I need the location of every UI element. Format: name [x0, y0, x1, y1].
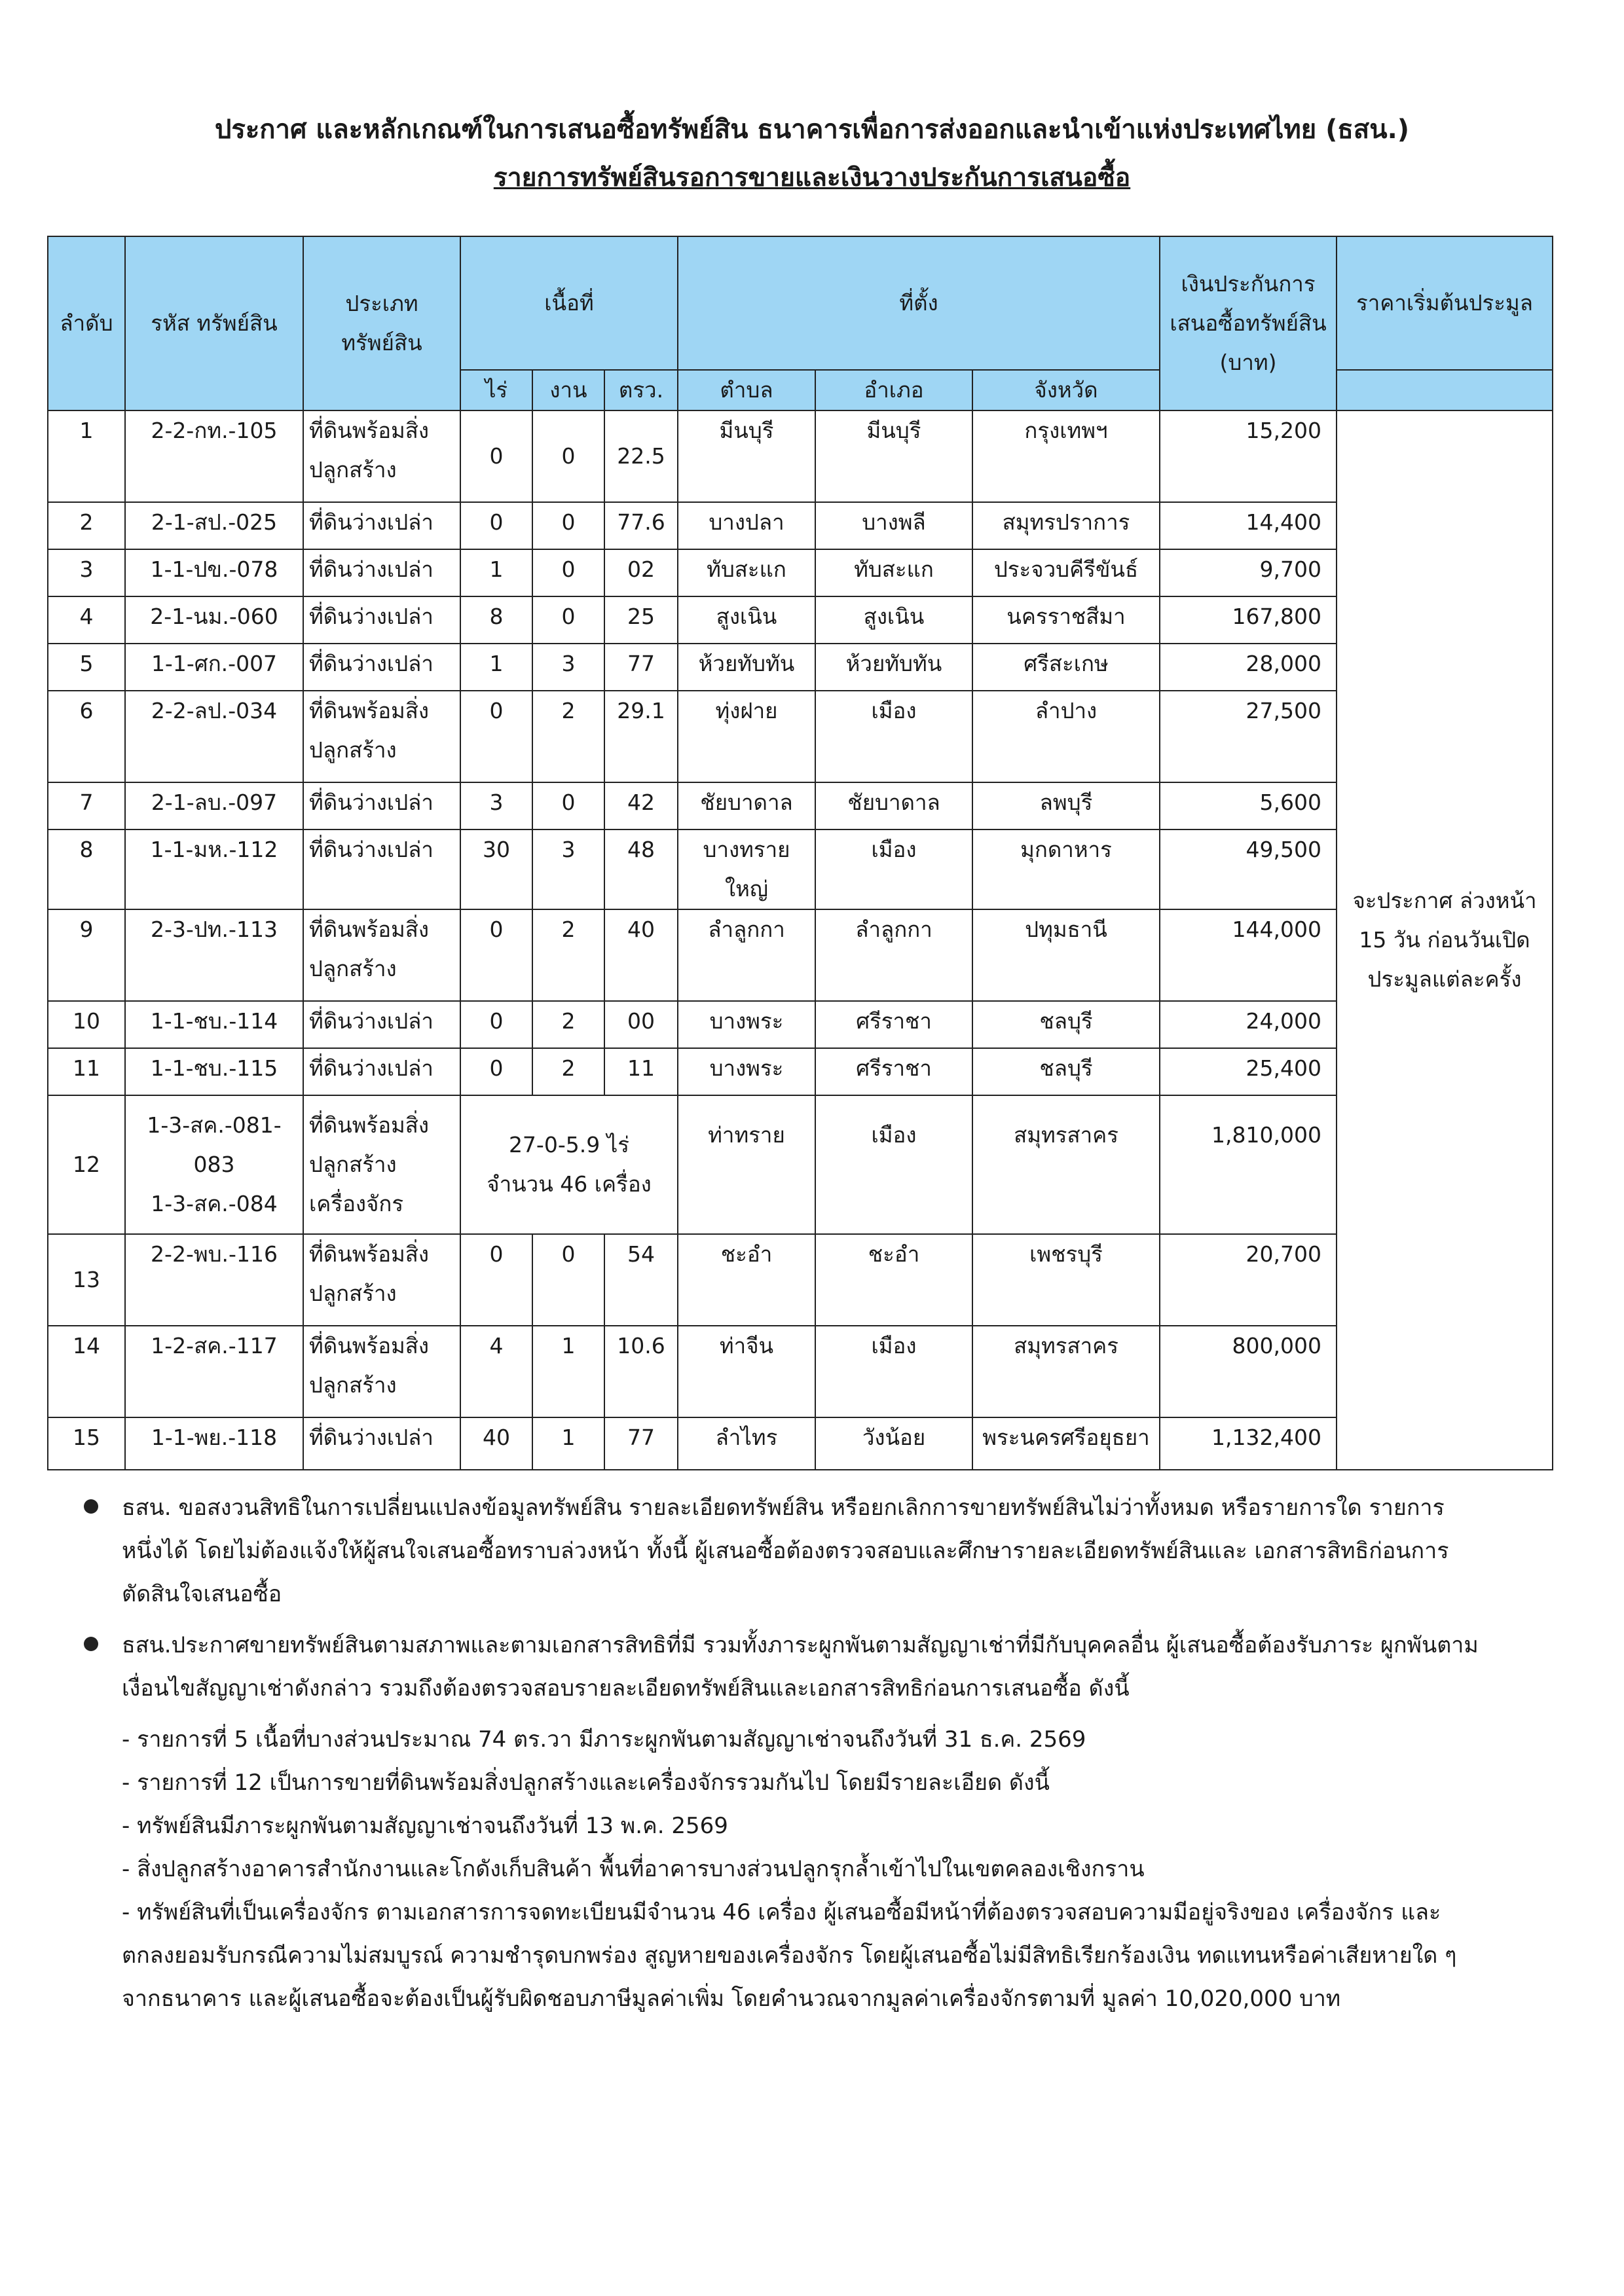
cell-type: ที่ดินพร้อมสิ่ง ปลูกสร้าง	[303, 410, 460, 502]
header-code: รหัส ทรัพย์สิน	[125, 236, 303, 410]
cell-code-line: 1-3-สค.-081-083	[147, 1112, 282, 1177]
cell-type: ที่ดินว่างเปล่า	[303, 1001, 460, 1048]
cell-subdistrict: ท่าจีน	[678, 1326, 815, 1417]
cell-code: 1-1-ศก.-007	[125, 644, 303, 691]
note-sub-item: - ทรัพย์สินมีภาระผูกพันตามสัญญาเช่าจนถึงวันที่ 13 พ.ค. 2569	[122, 1813, 728, 1839]
notes-section	[84, 1486, 1479, 2020]
table-row	[48, 1095, 1553, 1234]
header-start-price: ราคาเริ่มต้นประมูล	[1337, 236, 1553, 370]
cell-sqwa: 25	[604, 596, 678, 644]
bullet-icon	[84, 1499, 98, 1514]
cell-district: ศรีราชา	[815, 1048, 972, 1095]
table-row	[48, 644, 1553, 691]
cell-ngan: 3	[532, 829, 604, 909]
cell-type-line: ที่ดินพร้อมสิ่ง	[309, 1112, 430, 1138]
cell-no: 7	[48, 782, 125, 829]
cell-subdistrict: บางปลา	[678, 502, 815, 549]
cell-sqwa: 54	[604, 1234, 678, 1326]
cell-code: 1-2-สค.-117	[125, 1326, 303, 1417]
cell-type: ที่ดินพร้อมสิ่ง ปลูกสร้าง	[303, 1326, 460, 1417]
cell-rai: 1	[460, 644, 532, 691]
cell-no: 5	[48, 644, 125, 691]
cell-province: สมุทรสาคร	[972, 1326, 1160, 1417]
header-no: ลำดับ	[48, 236, 125, 410]
cell-type: ที่ดินว่างเปล่า	[303, 596, 460, 644]
table-row	[48, 1048, 1553, 1095]
cell-type: ที่ดินว่างเปล่า	[303, 1048, 460, 1095]
cell-province: เพชรบุรี	[972, 1234, 1160, 1326]
cell-district: เมือง	[815, 1326, 972, 1417]
cell-code	[125, 1095, 303, 1234]
cell-subdistrict: ทับสะแก	[678, 549, 815, 596]
table-row	[48, 549, 1553, 596]
cell-deposit: 25,400	[1160, 1048, 1337, 1095]
cell-type: ที่ดินว่างเปล่า	[303, 502, 460, 549]
cell-code: 1-1-ชบ.-115	[125, 1048, 303, 1095]
table-row	[48, 909, 1553, 1001]
cell-rai: 30	[460, 829, 532, 909]
table-row	[48, 1234, 1553, 1326]
cell-rai: 0	[460, 502, 532, 549]
cell-ngan: 1	[532, 1326, 604, 1417]
cell-sqwa: 22.5	[604, 410, 678, 502]
cell-district: ชัยบาดาล	[815, 782, 972, 829]
table-row	[48, 410, 1553, 502]
cell-no: 6	[48, 691, 125, 782]
cell-district: ห้วยทับทัน	[815, 644, 972, 691]
cell-subdistrict: บางพระ	[678, 1048, 815, 1095]
table-row	[48, 596, 1553, 644]
cell-rai: 0	[460, 909, 532, 1001]
cell-district: สูงเนิน	[815, 596, 972, 644]
cell-type: ที่ดินว่างเปล่า	[303, 782, 460, 829]
cell-ngan: 0	[532, 1234, 604, 1326]
cell-ngan: 3	[532, 644, 604, 691]
cell-sqwa: 77.6	[604, 502, 678, 549]
cell-type-line: เครื่องจักร	[309, 1191, 404, 1216]
cell-no: 3	[48, 549, 125, 596]
table-row	[48, 691, 1553, 782]
cell-district: เมือง	[815, 1095, 972, 1234]
cell-code: 2-1-สป.-025	[125, 502, 303, 549]
cell-subdistrict: มีนบุรี	[678, 410, 815, 502]
cell-type: ที่ดินว่างเปล่า	[303, 1417, 460, 1470]
cell-code: 2-2-กท.-105	[125, 410, 303, 502]
cell-rai: 8	[460, 596, 532, 644]
cell-district: ลำลูกกา	[815, 909, 972, 1001]
cell-deposit: 27,500	[1160, 691, 1337, 782]
header-ngan: งาน	[532, 370, 604, 410]
header-subdistrict: ตำบล	[678, 370, 815, 410]
cell-rai: 0	[460, 1234, 532, 1326]
cell-area-combined	[460, 1095, 678, 1234]
cell-sqwa: 00	[604, 1001, 678, 1048]
cell-province: ปทุมธานี	[972, 909, 1160, 1001]
table-row	[48, 1001, 1553, 1048]
note-sub-item: - รายการที่ 12 เป็นการขายที่ดินพร้อมสิ่งปลูกสร้างและเครื่องจักรรวมกันไป โดยมีรายละเอียด ดังนี้	[122, 1770, 1050, 1796]
cell-rai: 3	[460, 782, 532, 829]
cell-type: ที่ดินพร้อมสิ่ง ปลูกสร้าง	[303, 1234, 460, 1326]
cell-deposit: 167,800	[1160, 596, 1337, 644]
cell-ngan: 2	[532, 909, 604, 1001]
cell-subdistrict: ท่าทราย	[678, 1095, 815, 1234]
cell-no: 10	[48, 1001, 125, 1048]
cell-no: 14	[48, 1326, 125, 1417]
cell-sqwa: 77	[604, 1417, 678, 1470]
note-sub-item: - รายการที่ 5 เนื้อที่บางส่วนประมาณ 74 ตร.วา มีภาระผูกพันตามสัญญาเช่าจนถึงวันที่ 31 ธ.ค. 2569	[122, 1726, 1086, 1753]
cell-rai: 40	[460, 1417, 532, 1470]
cell-rai: 0	[460, 410, 532, 502]
cell-type: ที่ดินพร้อมสิ่ง ปลูกสร้าง	[303, 909, 460, 1001]
cell-no: 4	[48, 596, 125, 644]
cell-rai: 1	[460, 549, 532, 596]
cell-no: 1	[48, 410, 125, 502]
cell-province: ชลบุรี	[972, 1001, 1160, 1048]
header-area: เนื้อที่	[460, 236, 678, 370]
table-row	[48, 1417, 1553, 1470]
cell-deposit: 15,200	[1160, 410, 1337, 502]
cell-deposit: 1,810,000	[1160, 1095, 1337, 1234]
cell-no: 8	[48, 829, 125, 909]
cell-province: ประจวบคีรีขันธ์	[972, 549, 1160, 596]
table-row	[48, 1326, 1553, 1417]
cell-area-line: 27-0-5.9 ไร่	[508, 1132, 630, 1157]
cell-ngan: 0	[532, 410, 604, 502]
cell-subdistrict: ทุ่งฝาย	[678, 691, 815, 782]
header-type: ประเภท ทรัพย์สิน	[303, 236, 460, 410]
cell-subdistrict: ลำลูกกา	[678, 909, 815, 1001]
cell-rai: 0	[460, 691, 532, 782]
cell-district: ชะอำ	[815, 1234, 972, 1326]
cell-code: 2-1-นม.-060	[125, 596, 303, 644]
header-sqwa: ตรว.	[604, 370, 678, 410]
cell-code: 2-3-ปท.-113	[125, 909, 303, 1001]
cell-deposit: 5,600	[1160, 782, 1337, 829]
cell-type: ที่ดินว่างเปล่า	[303, 549, 460, 596]
cell-deposit: 24,000	[1160, 1001, 1337, 1048]
cell-province: ลำปาง	[972, 691, 1160, 782]
table-row	[48, 829, 1553, 909]
cell-no: 15	[48, 1417, 125, 1470]
cell-type	[303, 1095, 460, 1234]
cell-no: 2	[48, 502, 125, 549]
cell-sqwa: 77	[604, 644, 678, 691]
cell-province: สมุทรปราการ	[972, 502, 1160, 549]
header-district: อำเภอ	[815, 370, 972, 410]
cell-province: กรุงเทพฯ	[972, 410, 1160, 502]
table-row	[48, 782, 1553, 829]
cell-deposit: 800,000	[1160, 1326, 1337, 1417]
note-item	[84, 1624, 1479, 1710]
cell-deposit: 144,000	[1160, 909, 1337, 1001]
table-row	[48, 502, 1553, 549]
bullet-icon	[84, 1637, 98, 1651]
cell-code: 2-2-ลป.-034	[125, 691, 303, 782]
header-province: จังหวัด	[972, 370, 1160, 410]
cell-no: 12	[48, 1095, 125, 1234]
cell-ngan: 1	[532, 1417, 604, 1470]
cell-province: สมุทรสาคร	[972, 1095, 1160, 1234]
cell-ngan: 0	[532, 502, 604, 549]
cell-subdistrict: บางพระ	[678, 1001, 815, 1048]
cell-ngan: 0	[532, 596, 604, 644]
page-title: ประกาศ และหลักเกณฑ์ในการเสนอซื้อทรัพย์สิน ธนาคารเพื่อการส่งออกและนำเข้าแห่งประเทศไทย (ธสน.)	[214, 115, 1410, 145]
cell-code: 1-1-ปข.-078	[125, 549, 303, 596]
cell-subdistrict: ชัยบาดาล	[678, 782, 815, 829]
cell-deposit: 9,700	[1160, 549, 1337, 596]
cell-province: ชลบุรี	[972, 1048, 1160, 1095]
cell-subdistrict: สูงเนิน	[678, 596, 815, 644]
cell-no: 13	[48, 1234, 125, 1326]
cell-type: ที่ดินว่างเปล่า	[303, 644, 460, 691]
cell-deposit: 14,400	[1160, 502, 1337, 549]
cell-province: มุกดาหาร	[972, 829, 1160, 909]
cell-deposit: 20,700	[1160, 1234, 1337, 1326]
cell-ngan: 0	[532, 549, 604, 596]
assets-table	[47, 236, 1553, 1470]
cell-sqwa: 11	[604, 1048, 678, 1095]
note-text: ธสน. ขอสงวนสิทธิในการเปลี่ยนแปลงข้อมูลทรัพย์สิน รายละเอียดทรัพย์สิน หรือยกเลิกการขายทรัพย์สินไม่ว่าทั้งหมด หรือรายการใด รายการหนึ่งได้ โดยไม่ต้องแจ้งให้ผู้สนใจเสนอซื้อทราบล่วงหน้า ทั้งนี้ ผู้เสนอซื้อต้องตรวจสอบและศึกษารายละเอียดทรัพย์สินและ เอกสารสิทธิก่อนการตัดสินใจเสนอซื้อ	[122, 1495, 1449, 1607]
cell-district: ทับสะแก	[815, 549, 972, 596]
header-rai: ไร่	[460, 370, 532, 410]
cell-area-line: จำนวน 46 เครื่อง	[487, 1171, 652, 1197]
cell-code: 1-1-มห.-112	[125, 829, 303, 909]
cell-subdistrict: ห้วยทับทัน	[678, 644, 815, 691]
cell-province: นครราชสีมา	[972, 596, 1160, 644]
cell-deposit: 28,000	[1160, 644, 1337, 691]
cell-province: ลพบุรี	[972, 782, 1160, 829]
cell-no: 11	[48, 1048, 125, 1095]
cell-district: มีนบุรี	[815, 410, 972, 502]
cell-no: 9	[48, 909, 125, 1001]
cell-code: 1-1-พย.-118	[125, 1417, 303, 1470]
cell-sqwa: 40	[604, 909, 678, 1001]
cell-rai: 4	[460, 1326, 532, 1417]
page-subtitle: รายการทรัพย์สินรอการขายและเงินวางประกันการเสนอซื้อ	[493, 163, 1131, 192]
cell-sqwa: 10.6	[604, 1326, 678, 1417]
note-sub-item: - สิ่งปลูกสร้างอาคารสำนักงานและโกดังเก็บสินค้า พื้นที่อาคารบางส่วนปลูกรุกล้ำเข้าไปในเขตคลองเชิงกราน	[122, 1856, 1145, 1882]
cell-type: ที่ดินว่างเปล่า	[303, 829, 460, 909]
cell-code: 2-2-พบ.-116	[125, 1234, 303, 1326]
cell-sqwa: 02	[604, 549, 678, 596]
cell-subdistrict: บางทรายใหญ่	[678, 829, 815, 909]
cell-district: เมือง	[815, 691, 972, 782]
cell-rai: 0	[460, 1048, 532, 1095]
note-text: ธสน.ประกาศขายทรัพย์สินตามสภาพและตามเอกสารสิทธิที่มี รวมทั้งภาระผูกพันตามสัญญาเช่าที่มีกับบุคคลอื่น ผู้เสนอซื้อต้องรับภาระ ผูกพันตามเงื่อนไขสัญญาเช่าดังกล่าว รวมถึงต้องตรวจสอบรายละเอียดทรัพย์สินและเอกสารสิทธิก่อนการเสนอซื้อ ดังนี้	[122, 1632, 1479, 1702]
cell-sqwa: 29.1	[604, 691, 678, 782]
cell-subdistrict: ชะอำ	[678, 1234, 815, 1326]
cell-deposit: 1,132,400	[1160, 1417, 1337, 1470]
cell-district: บางพลี	[815, 502, 972, 549]
header-deposit: เงินประกันการ เสนอซื้อทรัพย์สิน (บาท)	[1160, 236, 1337, 410]
cell-district: เมือง	[815, 829, 972, 909]
cell-deposit: 49,500	[1160, 829, 1337, 909]
cell-ngan: 2	[532, 691, 604, 782]
cell-sqwa: 42	[604, 782, 678, 829]
cell-province: ศรีสะเกษ	[972, 644, 1160, 691]
cell-rai: 0	[460, 1001, 532, 1048]
cell-district: ศรีราชา	[815, 1001, 972, 1048]
header-start-price-blank	[1337, 370, 1553, 410]
cell-ngan: 0	[532, 782, 604, 829]
cell-code-line: 1-3-สค.-084	[151, 1191, 278, 1216]
cell-type: ที่ดินพร้อมสิ่ง ปลูกสร้าง	[303, 691, 460, 782]
note-item	[84, 1486, 1479, 1616]
note-sub-item: - ทรัพย์สินที่เป็นเครื่องจักร ตามเอกสารการจดทะเบียนมีจำนวน 46 เครื่อง ผู้เสนอซื้อมีหน้าที่ต้องตรวจสอบความมีอยู่จริงของ เครื่องจักร และตกลงยอมรับกรณีความไม่สมบูรณ์ ความชำรุดบกพร่อง สูญหายของเครื่องจักร โดยผู้เสนอซื้อไม่มีสิทธิเรียกร้องเงิน ทดแทนหรือค่าเสียหายใด ๆ จากธนาคาร และผู้เสนอซื้อจะต้องเป็นผู้รับผิดชอบภาษีมูลค่าเพิ่ม โดยคำนวณจากมูลค่าเครื่องจักรตามที่ มูลค่า 10,020,000 บาท	[122, 1899, 1457, 2012]
cell-code: 2-1-ลบ.-097	[125, 782, 303, 829]
cell-province: พระนครศรีอยุธยา	[972, 1417, 1160, 1470]
cell-ngan: 2	[532, 1048, 604, 1095]
cell-subdistrict: ลำไทร	[678, 1417, 815, 1470]
header-location: ที่ตั้ง	[678, 236, 1160, 370]
cell-ngan: 2	[532, 1001, 604, 1048]
cell-type-line: ปลูกสร้าง	[309, 1152, 397, 1177]
cell-code: 1-1-ชบ.-114	[125, 1001, 303, 1048]
cell-district: วังน้อย	[815, 1417, 972, 1470]
cell-sqwa: 48	[604, 829, 678, 909]
cell-start-price-note: จะประกาศ ล่วงหน้า 15 วัน ก่อนวันเปิด ประมูลแต่ละครั้ง	[1337, 410, 1553, 1470]
